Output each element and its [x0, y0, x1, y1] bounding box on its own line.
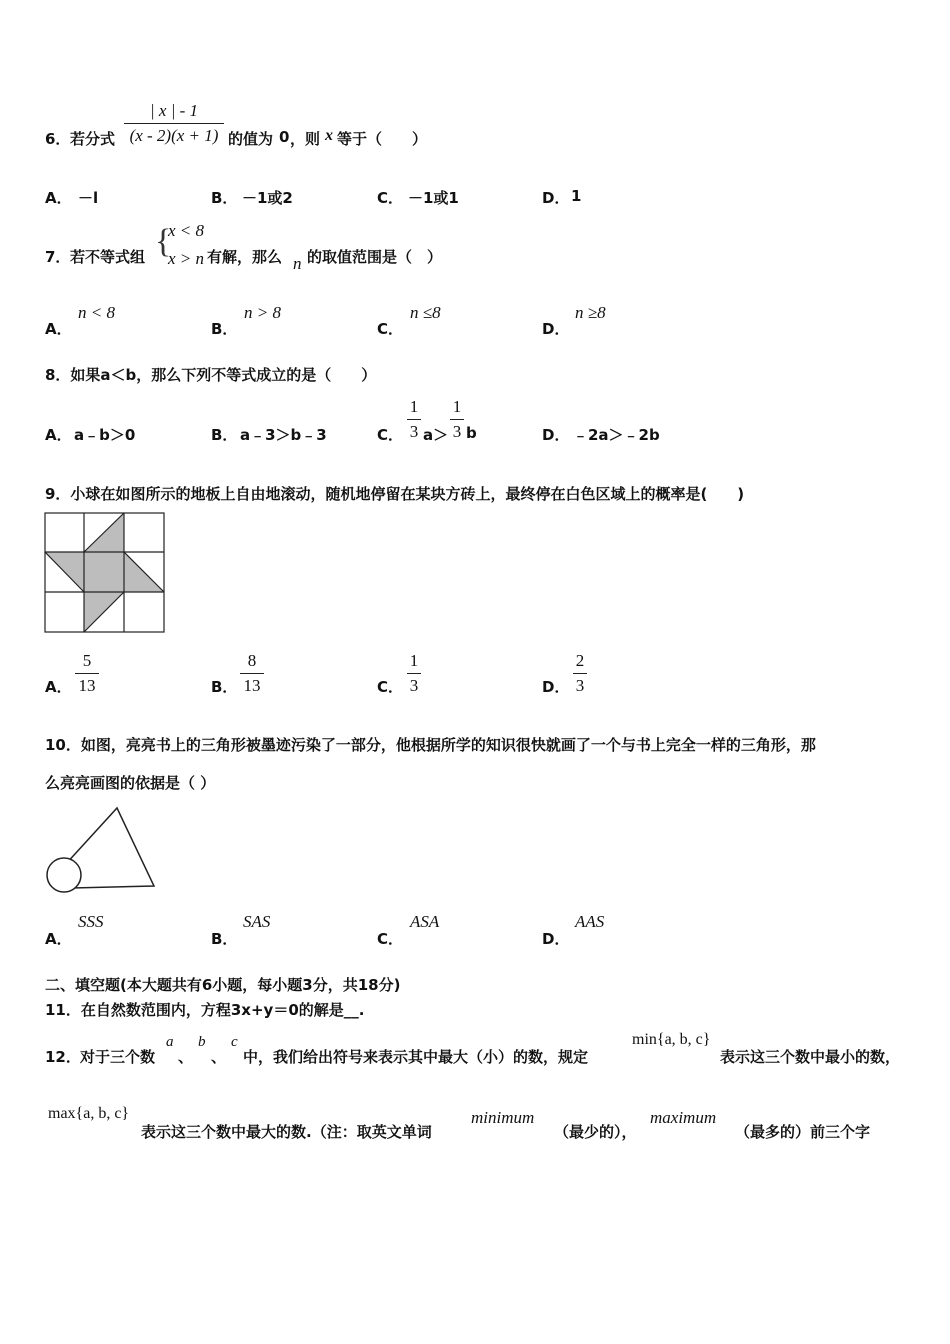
q6-zero: 0: [279, 128, 290, 146]
q9-option-d-label: D．: [542, 678, 570, 696]
q12-text-1: 对于三个数: [80, 1048, 156, 1066]
q8-option-d-label: D．: [542, 426, 570, 444]
q10-line1: 10．如图，亮亮书上的三角形被墨迹污染了一部分，他根据所学的知识很快就画了一个与书上完全一样的三角形，那: [45, 736, 816, 754]
q12-word-minimum: minimum: [471, 1108, 535, 1127]
q9-option-d-fraction: [573, 651, 587, 696]
q8-option-a-value: a﹣b＞0: [74, 426, 136, 444]
q12-max-expression: max{a, b, c}: [48, 1105, 130, 1122]
q8-option-c-fraction-1: [407, 397, 421, 442]
q10-option-c-value: ASA: [410, 912, 440, 931]
q9-b-num: 8: [247, 651, 257, 670]
q7-line1: x < 8: [168, 221, 205, 240]
q9-option-b-fraction: [240, 651, 264, 696]
q6-suffix-b: ，则: [290, 130, 321, 148]
q6-suffix-a: 的值为: [228, 130, 274, 148]
section-title: 二、填空题(本大题共有6小题，每小题3分，共18分): [45, 976, 401, 994]
floor-tile-figure: [44, 512, 166, 634]
q7-option-b-value: n > 8: [244, 303, 281, 322]
q12-text-4: 表示这三个数中最大的数.（注：取英文单词: [141, 1123, 432, 1141]
ink-blot: [47, 858, 81, 892]
q6-fraction: [124, 101, 224, 146]
q9-text: 9．小球在如图所示的地板上自由地滚动，随机地停留在某块方砖上，最终停在白色区域上的概率是( ): [45, 485, 745, 503]
q9-a-den: 13: [78, 676, 96, 695]
q7-prefix: 若不等式组: [70, 248, 146, 266]
q12-var-b: b: [198, 1034, 206, 1050]
q12-text-5: （最少的），: [554, 1123, 637, 1141]
q10-option-c-label: C．: [377, 930, 404, 948]
q7-middle: 有解，那么: [207, 248, 283, 266]
q12-word-maximum: maximum: [650, 1108, 717, 1127]
q9-option-c-label: C．: [377, 678, 404, 696]
q8-option-b-value: a﹣3＞b﹣3: [240, 426, 327, 444]
q9-option-a-fraction: [75, 651, 99, 696]
q12-var-a: a: [166, 1034, 174, 1050]
q12-text-3: 表示这三个数中最小的数，: [720, 1048, 901, 1066]
system-brace: {: [155, 223, 172, 260]
q8-option-c-a: a＞: [423, 426, 449, 444]
q8-c-frac1-den: 3: [409, 422, 419, 441]
q6-option-b-label: B．: [211, 189, 238, 207]
q9-option-a-label: A．: [45, 678, 72, 696]
q7-option-a-label: A．: [45, 320, 72, 338]
q8-text: 8．如果a＜b，那么下列不等式成立的是（ ）: [45, 366, 377, 384]
q6-number: 6．: [45, 130, 71, 148]
ink-stained-triangle: [44, 806, 159, 896]
q7-suffix: 的取值范围是（ ）: [307, 248, 443, 266]
q9-d-den: 3: [575, 676, 585, 695]
q8-option-c-b: b: [466, 424, 477, 442]
q8-option-d-value: ﹣2a＞﹣2b: [573, 426, 660, 444]
q8-option-c-label: C．: [377, 426, 404, 444]
q9-c-num: 1: [409, 651, 419, 670]
q12-var-c: c: [231, 1034, 238, 1050]
q7-option-a-value: n < 8: [78, 303, 115, 322]
q12-sep-2: 、: [211, 1048, 227, 1066]
q12-number: 12．: [45, 1048, 81, 1066]
q8-c-frac2-num: 1: [452, 397, 462, 416]
q8-option-b-label: B．: [211, 426, 238, 444]
q6-fraction-numerator: | x | - 1: [149, 101, 199, 120]
q7-option-d-value: n ≥8: [575, 303, 606, 322]
q10-option-b-label: B．: [211, 930, 238, 948]
q11-text: 11．在自然数范围内，方程3x+y＝0的解是__.: [45, 1001, 365, 1019]
q9-option-c-fraction: [407, 651, 421, 696]
q10-option-a-label: A．: [45, 930, 72, 948]
q9-option-b-label: B．: [211, 678, 238, 696]
q6-fraction-denominator: (x - 2)(x + 1): [129, 126, 219, 145]
q6-option-c-value: －1或1: [408, 189, 459, 207]
q10-option-b-value: SAS: [243, 912, 271, 931]
q9-b-den: 13: [243, 676, 261, 695]
q6-prefix: 若分式: [70, 130, 116, 148]
q7-line2: x > n: [168, 249, 205, 268]
q8-option-a-label: A．: [45, 426, 72, 444]
q7-option-c-label: C．: [377, 320, 404, 338]
q6-option-d-label: D．: [542, 189, 570, 207]
q7-option-d-label: D．: [542, 320, 570, 338]
q7-variable: n: [293, 254, 302, 273]
q6-option-a-value: －l: [78, 189, 99, 207]
q10-option-d-label: D．: [542, 930, 570, 948]
q7-option-c-value: n ≤8: [410, 303, 441, 322]
q12-min-expression: min{a, b, c}: [632, 1031, 711, 1048]
q10-line2: 么亮亮画图的依据是（ ）: [45, 774, 216, 792]
q12-text-2: 中，我们给出符号来表示其中最大（小）的数，规定: [243, 1048, 589, 1066]
q6-option-c-label: C．: [377, 189, 404, 207]
q10-option-a-value: SSS: [78, 912, 104, 931]
q7-option-b-label: B．: [211, 320, 238, 338]
q9-a-num: 5: [82, 651, 92, 670]
shaded-region: [44, 512, 164, 632]
q8-option-c-fraction-2: [450, 397, 464, 442]
q8-c-frac2-den: 3: [452, 422, 462, 441]
q10-option-d-value: AAS: [575, 912, 605, 931]
q12-sep-1: 、: [178, 1048, 194, 1066]
q6-option-b-value: －1或2: [242, 189, 293, 207]
q6-option-d-value: 1: [571, 187, 582, 205]
q8-c-frac1-num: 1: [409, 397, 419, 416]
q6-option-a-label: A．: [45, 189, 72, 207]
q6-suffix-c: 等于（ ）: [337, 130, 428, 148]
q6-variable: x: [325, 127, 333, 144]
q12-text-6: （最多的）前三个字: [735, 1123, 871, 1141]
q7-number: 7．: [45, 248, 71, 266]
q9-c-den: 3: [409, 676, 419, 695]
q9-d-num: 2: [575, 651, 585, 670]
